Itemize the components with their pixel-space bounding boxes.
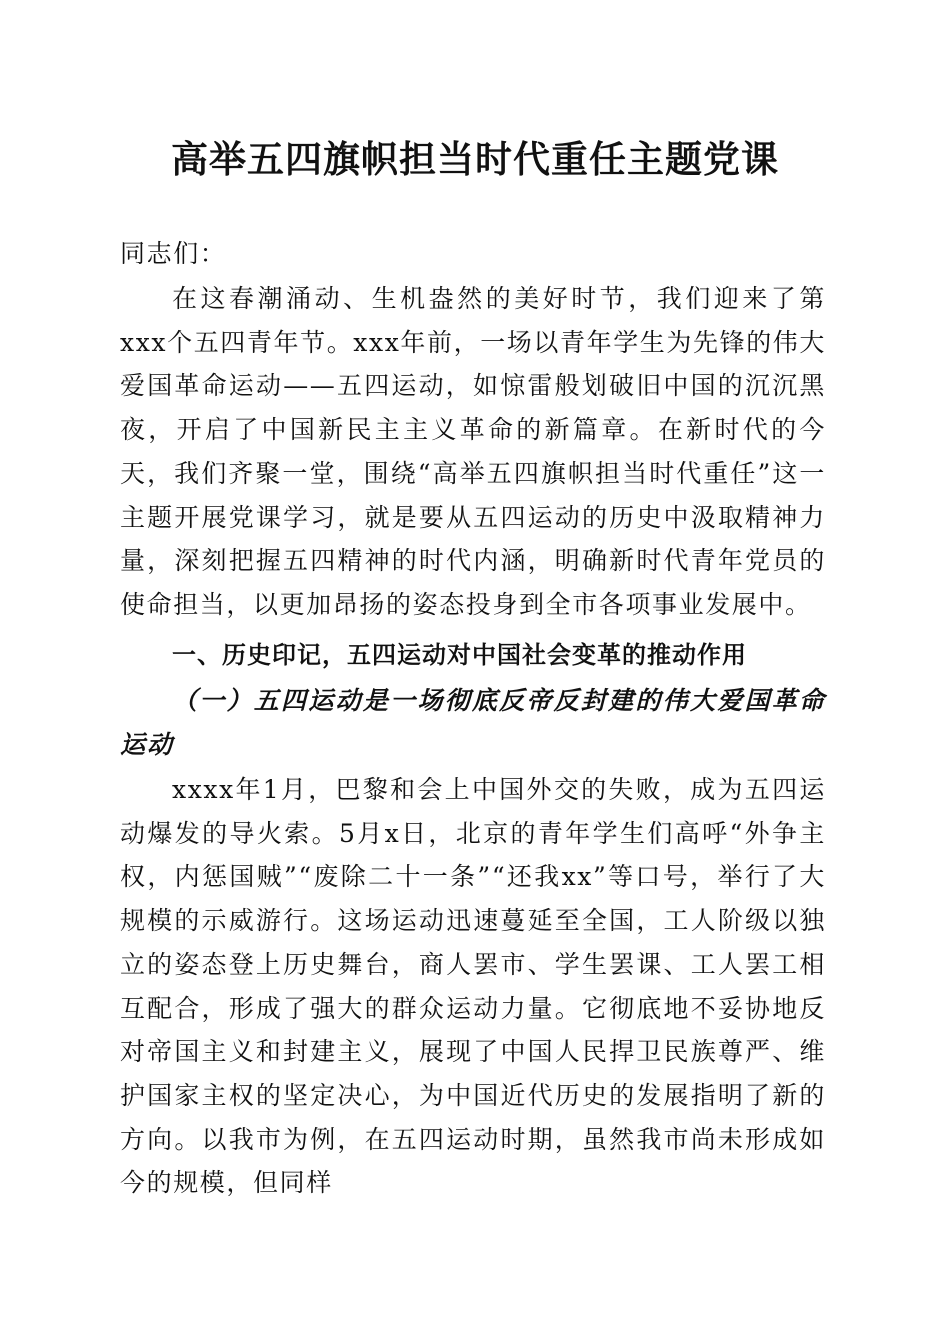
intro-paragraph: 在这春潮涌动、生机盎然的美好时节，我们迎来了第xxx个五四青年节。xxx年前，一场以青年学生为先锋的伟大爱国革命运动——五四运动，如惊雷般划破旧中国的沉沉黑夜，开启了中国新民主主义革命的新篇章。在新时代的今天，我们齐聚一堂，围绕“高举五四旗帜担当时代重任”这一主题开展党课学习，就是要从五四运动的历史中汲取精神力量，深刻把握五四精神的时代内涵，明确新时代青年党员的使命担当，以更加昂扬的姿态投身到全市各项事业发展中。 [120,284,826,619]
subsection-heading-1: （一）五四运动是一场彻底反帝反封建的伟大爱国革命运动 [120,686,826,759]
section-heading-1: 一、历史印记，五四运动对中国社会变革的推动作用 [172,641,747,669]
body-paragraph: xxxx年1月，巴黎和会上中国外交的失败，成为五四运动爆发的导火索。5月x日，北京的青年学生们高呼“外争主权，内惩国贼”“废除二十一条”“还我xx”等口号，举行了大规模的示威游行。这场运动迅速蔓延至全国，工人阶级以独立的姿态登上历史舞台，商人罢市、学生罢课、工人罢工相互配合，形成了强大的群众运动力量。它彻底地不妥协地反对帝国主义和封建主义，展现了中国人民捍卫民族尊严、维护国家主权的坚定决心，为中国近代历史的发展指明了新的方向。以我市为例，在五四运动时期，虽然我市尚未形成如今的规模，但同样 [120,775,826,1198]
document-title: 高举五四旗帜担当时代重任主题党课 [171,137,779,181]
greeting: 同志们： [120,239,227,268]
